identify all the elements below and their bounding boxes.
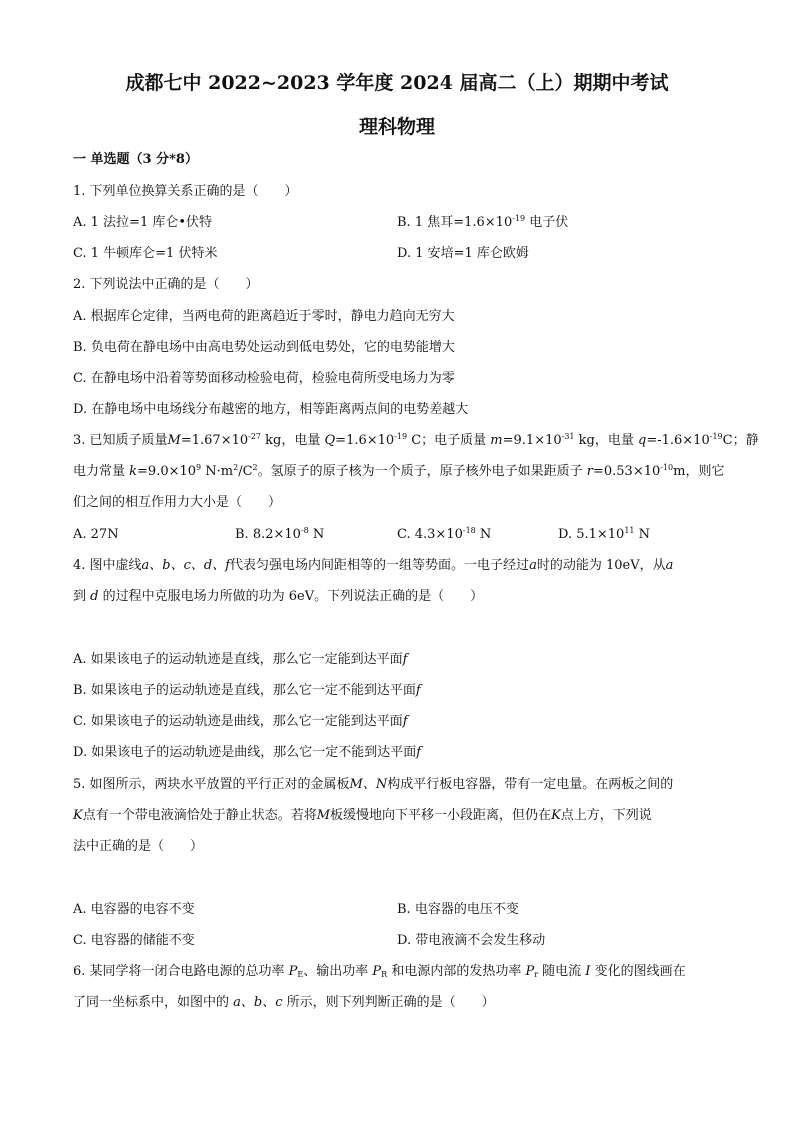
question-6-line-2: 了同一坐标系中，如图中的 a、b、c 所示，则下列判断正确的是（ ） [73, 995, 495, 1010]
question-1-option-d: D. 1 安培=1 库仑欧姆 [397, 246, 529, 261]
question-5-line-3: 法中正确的是（ ） [73, 839, 204, 854]
question-5-option-d: D. 带电液滴不会发生移动 [397, 933, 546, 948]
exam-title: 成都七中 2022~2023 学年度 2024 届高二（上）期期中考试 [125, 72, 669, 94]
exam-subtitle: 理科物理 [358, 116, 435, 138]
question-5-option-c: C. 电容器的储能不变 [73, 933, 195, 948]
question-5-line-2: K点有一个带电液滴恰处于静止状态。若将M板缓慢地向下平移一小段距离，但仍在K点上方，下列说 [73, 808, 652, 823]
question-4-line-1: 4. 图中虚线a、b、c、d、f代表匀强电场内间距相等的一组等势面。一电子经过a时的动能为 10eV，从a [73, 558, 674, 573]
question-1-stem: 1. 下列单位换算关系正确的是（ ） [73, 184, 298, 199]
question-3-option-c: C. $4.3\times 10^{-18}$ N [397, 526, 492, 542]
question-1-option-c: C. 1 牛顿库仑=1 伏特米 [73, 246, 218, 261]
question-3-line-3: 们之间的相互作用力大小是（ ） [73, 495, 282, 510]
question-2-option-c: C. 在静电场中沿着等势面移动检验电荷，检验电荷所受电场力为零 [73, 371, 455, 386]
question-1-option-a: A. 1 法拉=1 库仑•伏特 [73, 215, 213, 230]
question-5-option-b: B. 电容器的电压不变 [397, 902, 519, 917]
question-3-line-2: 电力常量 $k=9.0\times 10^9$ $N\cdot m^2/C^2$。氢原子的原子核为一个质子，原子核外电子如果距质子 $r=0.53\times 10^{-10}m$，则它 [73, 463, 725, 479]
question-4-option-c: C. 如果该电子的运动轨迹是曲线，那么它一定能到达平面f [73, 714, 408, 729]
question-4-option-d: D. 如果该电子的运动轨迹是曲线，那么它一定不能到达平面f [73, 745, 422, 760]
question-2-option-b: B. 负电荷在静电场中由高电势处运动到低电势处，它的电势能增大 [73, 340, 455, 355]
question-3-option-a: A. 27N [73, 527, 119, 542]
question-4-option-a: A. 如果该电子的运动轨迹是直线，那么它一定能到达平面f [73, 652, 408, 667]
question-2-stem: 2. 下列说法中正确的是（ ） [73, 277, 259, 292]
question-5-option-a: A. 电容器的电容不变 [73, 902, 195, 917]
question-2-option-d: D. 在静电场中电场线分布越密的地方，相等距离两点间的电势差越大 [73, 402, 469, 417]
question-3-line-1: 3. 已知质子质量$M=1.67\times 10^{-27}$ kg，电量 $Q=1.6\times 10^{-19}$ C；电子质量 $m=9.1\times 10^{-31}$ kg，电量 $q=-1.6\times 10^{-19}C$；静 [73, 432, 759, 448]
question-5-line-1: 5. 如图所示，两块水平放置的平行正对的金属板M、N构成平行板电容器，带有一定电量。在两板之间的 [73, 777, 674, 792]
section-heading: 一 单选题（3 分*8） [73, 152, 198, 167]
question-6-line-1: 6. 某同学将一闭合电路电源的总功率 $P_E$、输出功率 $P_R$ 和电源内部的发热功率 $P_r$ 随电流 I 变化的图线画在 [73, 964, 686, 979]
question-3-option-d: D. $5.1\times 10^{11}$ N [558, 526, 651, 542]
question-4-option-b: B. 如果该电子的运动轨迹是直线，那么它一定不能到达平面f [73, 683, 421, 698]
question-2-option-a: A. 根据库仑定律，当两电荷的距离趋近于零时，静电力趋向无穷大 [73, 309, 455, 324]
question-4-line-2: 到 d 的过程中克服电场力所做的功为 6eV。下列说法正确的是（ ） [73, 589, 484, 604]
question-1-option-b: B. 1 焦耳$=1.6\times 10^{-19}$ 电子伏 [397, 214, 569, 230]
question-3-option-b: B. $8.2\times 10^{-8}$ N [235, 526, 325, 542]
